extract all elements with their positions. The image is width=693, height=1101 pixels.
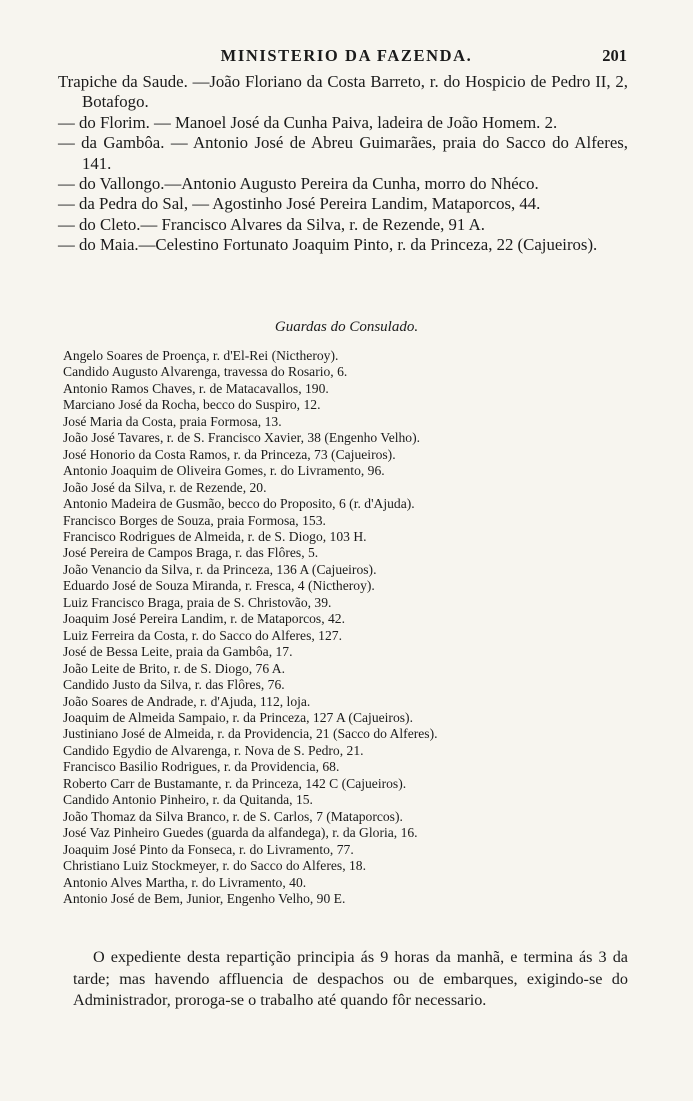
list-item: João Venancio da Silva, r. da Princeza, 136 A (Cajueiros).	[63, 561, 377, 577]
list-item: Marciano José da Rocha, becco do Suspiro, 12.	[63, 397, 321, 413]
list-item: Antonio Alves Martha, r. do Livramento, 40.	[63, 874, 307, 890]
list-item: Antonio Ramos Chaves, r. de Matacavallos, 190.	[63, 380, 329, 396]
list-item: José Maria da Costa, praia Formosa, 13.	[63, 413, 282, 429]
list-item: João Thomaz da Silva Branco, r. de S. Carlos, 7 (Mataporcos).	[63, 808, 403, 824]
list-item: João Leite de Brito, r. de S. Diogo, 76 A.	[63, 660, 286, 676]
list-item: João José Tavares, r. de S. Francisco Xavier, 38 (Engenho Velho).	[63, 430, 421, 446]
list-item: Candido Justo da Silva, r. das Flôres, 76.	[63, 677, 285, 693]
entry-pedra-do-sal: — da Pedra do Sal, — Agostinho José Pereira Landim, Mataporcos, 44.	[58, 194, 541, 214]
list-item: Joaquim José Pereira Landim, r. de Mataporcos, 42.	[63, 611, 346, 627]
list-item: Antonio Madeira de Gusmão, becco do Proposito, 6 (r. d'Ajuda).	[63, 496, 415, 512]
list-item: Luiz Francisco Braga, praia de S. Christovão, 39.	[63, 594, 332, 610]
list-item: João José da Silva, r. de Rezende, 20.	[63, 479, 267, 495]
guards-list	[63, 348, 623, 907]
entry-gamboa: — da Gambôa. — Antonio José de Abreu Guimarães, praia do Sacco do Alferes, 141.	[58, 133, 628, 173]
list-item: Luiz Ferreira da Costa, r. do Sacco do Alferes, 127.	[63, 627, 342, 643]
entry-trapiche-saude: Trapiche da Saude. —João Floriano da Costa Barreto, r. do Hospicio de Pedro II, 2, Botafogo.	[58, 72, 628, 112]
list-item: Candido Egydio de Alvarenga, r. Nova de S. Pedro, 21.	[63, 742, 364, 758]
list-item: Candido Antonio Pinheiro, r. da Quitanda, 15.	[63, 792, 313, 808]
section-title: Guardas do Consulado.	[274, 319, 419, 335]
list-item: Antonio José de Bem, Junior, Engenho Velho, 90 E.	[63, 890, 346, 906]
closing-paragraph: O expediente desta repartição principia ás 9 horas da manhã, e termina ás 3 da tarde; mas havendo affluencia de despachos ou de embarques, exigindo-se do Administrador, proroga-se o trabalho até quando fôr necessario.	[73, 948, 628, 1009]
list-item: Eduardo José de Souza Miranda, r. Fresca, 4 (Nictheroy).	[63, 578, 375, 594]
list-item: Angelo Soares de Proença, r. d'El-Rei (Nictheroy).	[63, 348, 339, 363]
entry-vallongo: — do Vallongo.—Antonio Augusto Pereira da Cunha, morro do Nhéco.	[58, 174, 539, 194]
list-item: José Pereira de Campos Braga, r. das Flôres, 5.	[63, 545, 319, 561]
page-header	[0, 46, 693, 68]
entry-maia: — do Maia.—Celestino Fortunato Joaquim Pinto, r. da Princeza, 22 (Cajueiros).	[58, 235, 598, 255]
list-item: Joaquim José Pinto da Fonseca, r. do Livramento, 77.	[63, 841, 354, 857]
list-item: José Vaz Pinheiro Guedes (guarda da alfandega), r. da Gloria, 16.	[63, 825, 418, 841]
list-item: João Soares de Andrade, r. d'Ajuda, 112, loja.	[63, 693, 311, 709]
entry-florim: — do Florim. — Manoel José da Cunha Paiva, ladeira de João Homem. 2.	[58, 112, 558, 132]
list-item: Francisco Rodrigues de Almeida, r. de S. Diogo, 103 H.	[63, 528, 367, 544]
list-item: Joaquim de Almeida Sampaio, r. da Princeza, 127 A (Cajueiros).	[63, 709, 413, 725]
list-item: Antonio Joaquim de Oliveira Gomes, r. do Livramento, 96.	[63, 463, 385, 479]
trapiche-entries	[58, 72, 628, 256]
list-item: José Honorio da Costa Ramos, r. da Princeza, 73 (Cajueiros).	[63, 446, 396, 462]
list-item: Christiano Luiz Stockmeyer, r. do Sacco do Alferes, 18.	[63, 858, 366, 874]
entry-cleto: — do Cleto.— Francisco Alvares da Silva, r. de Rezende, 91 A.	[58, 214, 485, 234]
list-item: Roberto Carr de Bustamante, r. da Princeza, 142 C (Cajueiros).	[63, 775, 407, 791]
running-head: MINISTERIO DA FAZENDA.	[220, 46, 473, 65]
page-number: 201	[602, 46, 627, 65]
list-item: Justiniano José de Almeida, r. da Providencia, 21 (Sacco do Alferes).	[63, 726, 438, 742]
list-item: Francisco Borges de Souza, praia Formosa, 153.	[63, 512, 326, 528]
list-item: Francisco Basilio Rodrigues, r. da Providencia, 68.	[63, 759, 340, 775]
list-item: Candido Augusto Alvarenga, travessa do Rosario, 6.	[63, 364, 348, 380]
list-item: José de Bessa Leite, praia da Gambôa, 17.	[63, 644, 293, 660]
